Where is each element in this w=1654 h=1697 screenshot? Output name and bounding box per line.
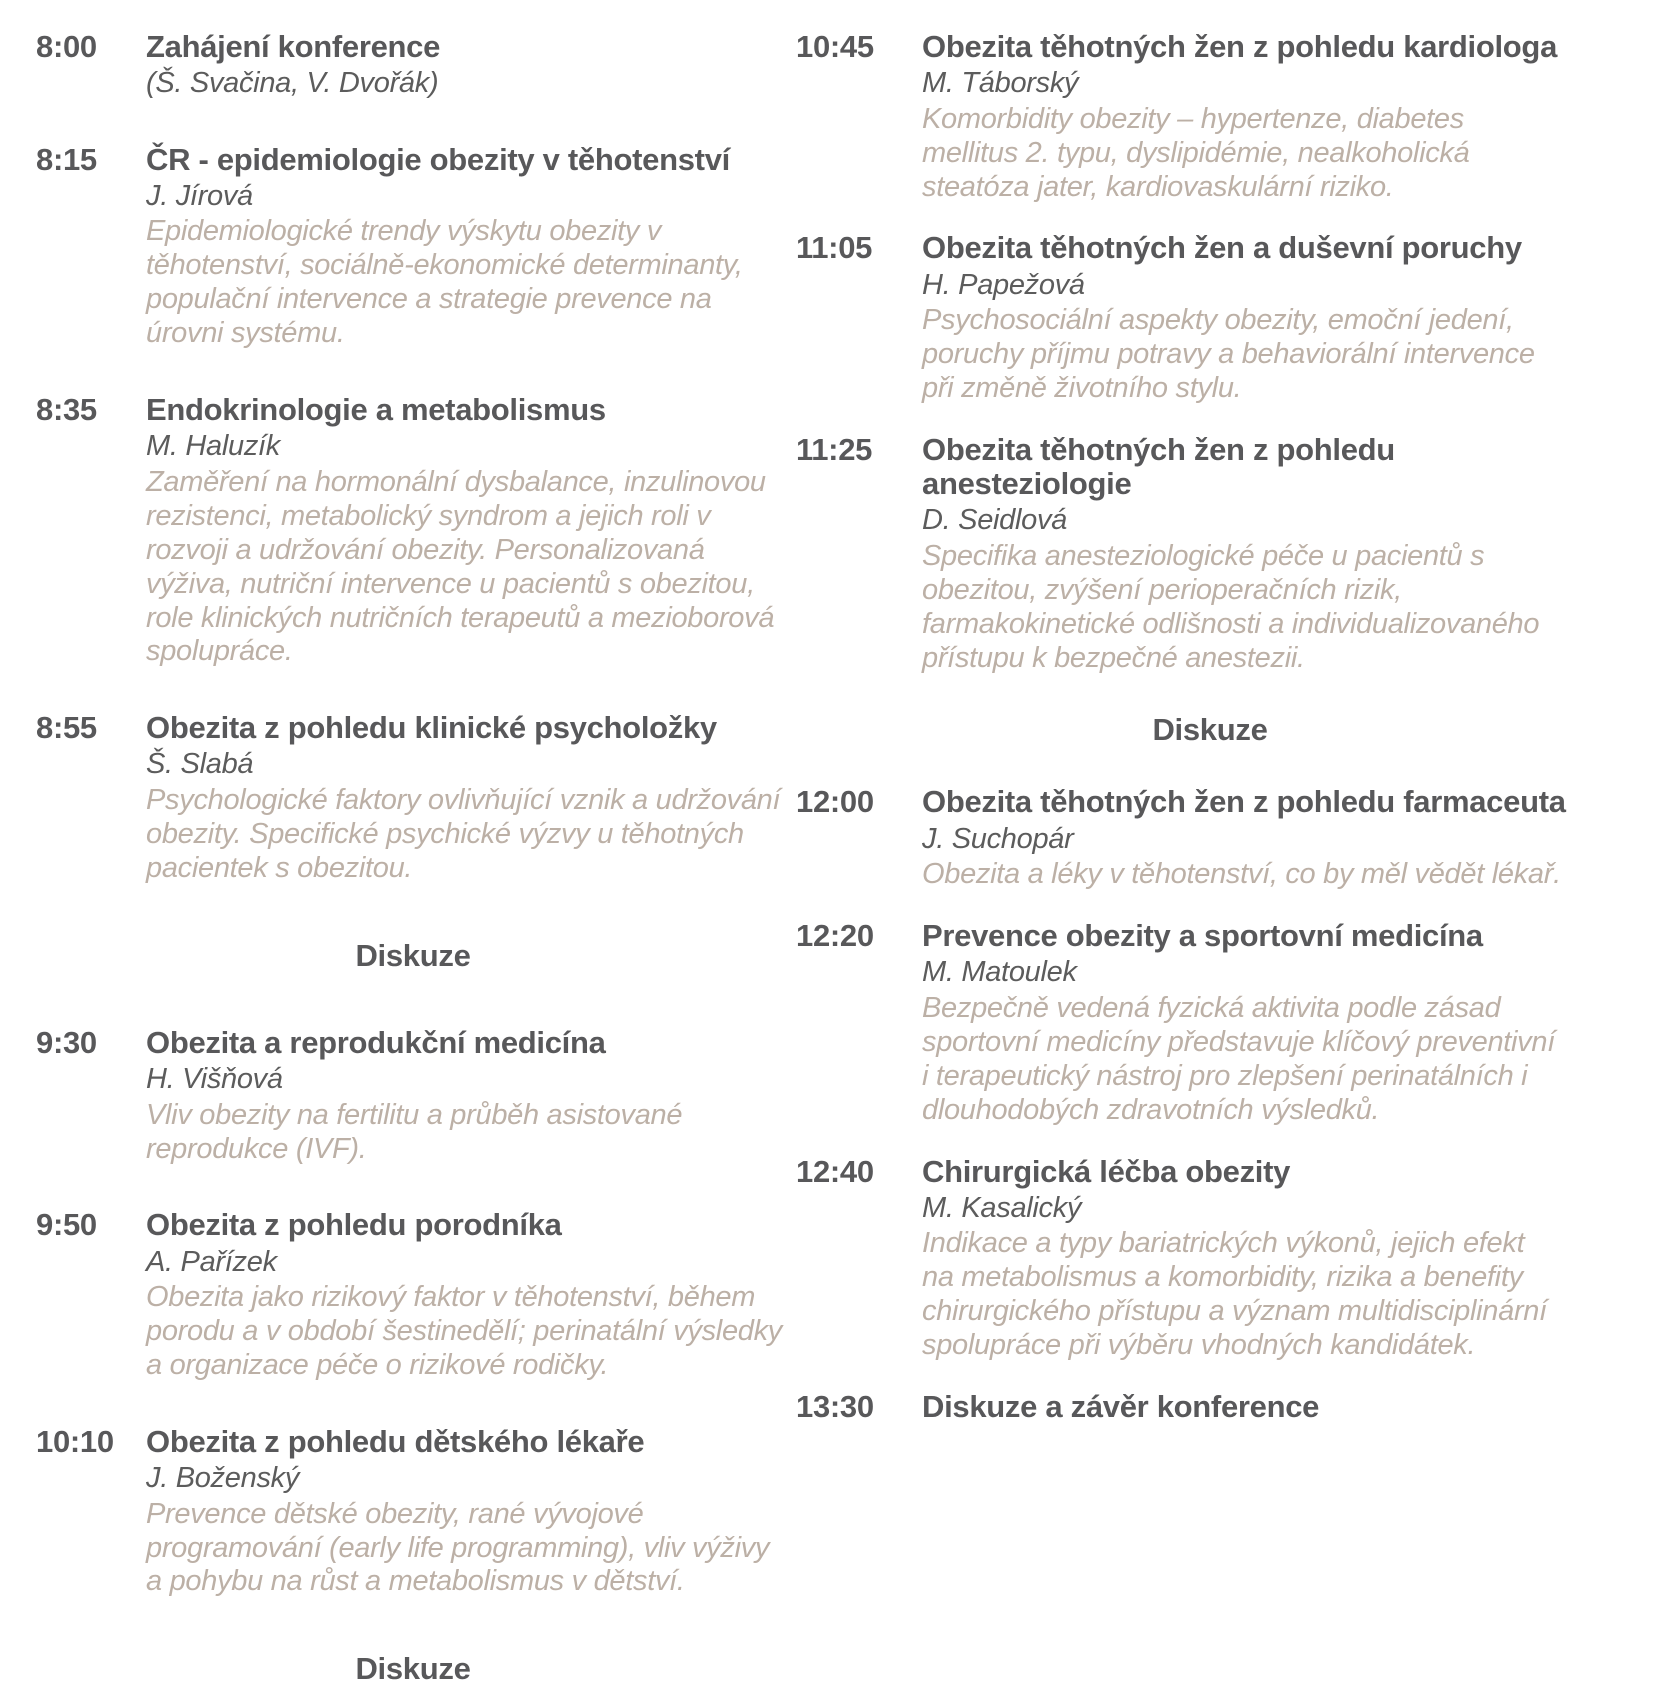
session: [796, 1155, 1624, 1363]
session-time: 11:05: [796, 230, 873, 266]
session-speaker: D. Seidlová: [922, 504, 1067, 537]
session-time: 10:10: [36, 1423, 114, 1459]
session: [36, 1026, 790, 1167]
session: [36, 1208, 790, 1382]
session: [796, 433, 1624, 676]
session-description: Epidemiologické trendy výskytu obezity v těhotenství, sociálně-ekonomické determinanty, populační intervence a strategie prevence na úrovni systému.: [146, 215, 743, 350]
session-body: [146, 30, 790, 101]
session-body: [146, 143, 790, 351]
session-body: [146, 1026, 790, 1167]
program-column-left: [36, 30, 796, 1697]
session-description: Komorbidity obezity – hypertenze, diabetes mellitus 2. typu, dyslipidémie, nealkoholická steatóza jater, kardiovaskulární riziko.: [922, 102, 1470, 203]
session-title: Obezita těhotných žen a duševní poruchy: [922, 230, 1522, 266]
session-time: 12:40: [796, 1153, 874, 1189]
session-body: [146, 1425, 790, 1599]
session: [36, 143, 790, 351]
session-title: Obezita těhotných žen z pohledu anesteziologie: [922, 431, 1395, 502]
session-title: Zahájení konference: [146, 29, 441, 64]
session-time: 9:50: [36, 1207, 97, 1243]
session-time: 13:30: [796, 1388, 874, 1424]
session-time: 9:30: [36, 1024, 97, 1060]
session-title: Prevence obezity a sportovní medicína: [922, 918, 1483, 954]
session: [796, 231, 1624, 405]
session-speaker: M. Kasalický: [922, 1191, 1082, 1224]
session-title: Obezita z pohledu klinické psycholožky: [146, 710, 717, 746]
session-body: [922, 30, 1624, 204]
session-title: Endokrinologie a metabolismus: [146, 392, 606, 428]
program-column-right: [796, 30, 1624, 1697]
session-title: Obezita a reprodukční medicína: [146, 1024, 606, 1060]
session-description: Psychosociální aspekty obezity, emoční jedení, poruchy příjmu potravy a behaviorální intervence při změně životního stylu.: [922, 304, 1535, 405]
session-description: Prevence dětské obezity, rané vývojové programování (early life programming), vliv výživy a pohybu na růst a metabolismus v dětství.: [146, 1497, 770, 1598]
session-title: Obezita z pohledu dětského lékaře: [146, 1423, 645, 1459]
session-time: 8:00: [36, 29, 97, 64]
session-title: ČR - epidemiologie obezity v těhotenství: [146, 141, 730, 177]
session-description: Vliv obezity na fertilitu a průběh asistované reprodukce (IVF).: [146, 1098, 683, 1165]
session-body: [146, 1208, 790, 1382]
session-time: 8:15: [36, 141, 97, 177]
session-title: Diskuze a závěr konference: [922, 1388, 1320, 1424]
session-time: 11:25: [796, 431, 873, 467]
session-time: 8:35: [36, 392, 97, 428]
session-body: [922, 231, 1624, 405]
session-description: Indikace a typy bariatrických výkonů, jejich efekt na metabolismus a komorbidity, rizika a benefity chirurgického přístupu a význam multidisciplinární spolupráce při výběru vhodných kandidátek.: [922, 1227, 1547, 1361]
session-speaker: M. Haluzík: [146, 430, 280, 463]
session-title: Obezita těhotných žen z pohledu kardiologa: [922, 29, 1558, 64]
session-description: Zaměření na hormonální dysbalance, inzulinovou rezistenci, metabolický syndrom a jejich roli v rozvoji a udržování obezity. Personalizovaná výživa, nutriční intervence u pacientů s obezitou, role klinických nutričních terapeutů a mezioborová spolupráce.: [146, 465, 775, 668]
session-speaker: (Š. Svačina, V. Dvořák): [146, 67, 439, 100]
session-speaker: J. Jírová: [146, 179, 253, 212]
session: [36, 1425, 790, 1599]
session-title: Obezita těhotných žen z pohledu farmaceuta: [922, 784, 1566, 820]
session-time: 12:20: [796, 918, 874, 954]
session-body: [146, 393, 790, 669]
session: [36, 393, 790, 669]
session: [36, 30, 790, 101]
session-speaker: M. Matoulek: [922, 956, 1077, 989]
session-speaker: H. Papežová: [922, 268, 1085, 301]
discussion-heading: Diskuze: [355, 1651, 471, 1687]
session-time: 10:45: [796, 29, 874, 64]
session-description: Obezita a léky v těhotenství, co by měl vědět lékař.: [922, 858, 1561, 891]
session-time: 12:00: [796, 784, 874, 820]
session-body: [922, 433, 1624, 676]
session-speaker: J. Suchopár: [922, 822, 1074, 855]
session-body: [922, 785, 1624, 892]
session-body: [146, 711, 790, 885]
session: [796, 785, 1624, 892]
session-description: Obezita jako rizikový faktor v těhotenství, během porodu a v období šestinedělí; perinatální výsledky a organizace péče o rizikové rodičky.: [146, 1281, 782, 1381]
session-speaker: H. Višňová: [146, 1062, 283, 1095]
session-body: [922, 1155, 1624, 1363]
session-title: Obezita z pohledu porodníka: [146, 1207, 562, 1243]
session-speaker: M. Táborský: [922, 67, 1079, 100]
session-time: 8:55: [36, 710, 97, 746]
session-body: [922, 919, 1624, 1127]
session-title: Chirurgická léčba obezity: [922, 1153, 1291, 1189]
session: [36, 711, 790, 885]
session-body: [922, 1390, 1624, 1424]
session: [796, 1390, 1624, 1424]
session-speaker: Š. Slabá: [146, 748, 254, 781]
session: [796, 30, 1624, 204]
session-speaker: A. Pařízek: [146, 1245, 277, 1278]
session-speaker: J. Boženský: [146, 1462, 300, 1494]
session: [796, 919, 1624, 1127]
session-description: Psychologické faktory ovlivňující vznik a udržování obezity. Specifické psychické výzvy u těhotných pacientek s obezitou.: [146, 784, 781, 884]
session-description: Bezpečně vedená fyzická aktivita podle zásad sportovní medicíny představuje klíčový preventivní i terapeutický nástroj pro zlepšení perinatálních i dlouhodobých zdravotních výsledků.: [922, 991, 1555, 1126]
discussion-heading: Diskuze: [355, 937, 471, 973]
session-description: Specifika anesteziologické péče u pacientů s obezitou, zvýšení perioperačních rizik, farmakokinetické odlišnosti a individualizovaného přístupu k bezpečné anestezii.: [922, 539, 1540, 674]
discussion-heading: Diskuze: [1152, 712, 1268, 748]
